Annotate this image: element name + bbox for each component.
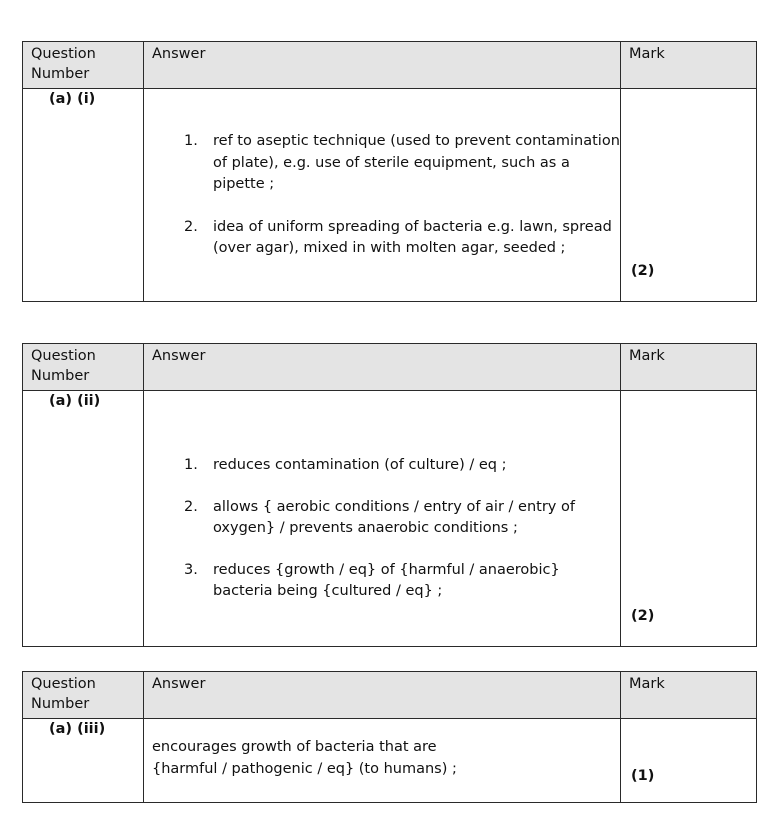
table-header-row (23, 344, 757, 391)
answer-header: Answer (144, 672, 621, 719)
question-number-header: Question Number (23, 42, 144, 89)
answer-header: Answer (144, 42, 621, 89)
question-number-header: Question Number (23, 344, 144, 391)
mark-cell (621, 89, 757, 302)
point-text: reduces contamination (of culture) / eq ; (213, 457, 507, 473)
mark-scheme-table-a-iii (22, 671, 757, 803)
answer-row (23, 89, 757, 302)
table-header-row (23, 42, 757, 89)
point-number: 1. (184, 133, 198, 149)
table-header-row (23, 672, 757, 719)
answer-cell (144, 391, 621, 647)
mark-scheme-table-a-ii (22, 343, 757, 647)
answer-row (23, 391, 757, 647)
mark-value: (2) (631, 608, 655, 624)
point-text: reduces {growth / eq} of {harmful / anaerobic} bacteria being {cultured / eq} ; (213, 561, 560, 599)
answer-point (144, 497, 620, 540)
question-number: (a) (ii) (23, 391, 144, 647)
question-number: (a) (iii) (23, 719, 144, 803)
point-number: 2. (184, 218, 198, 235)
question-number: (a) (i) (23, 89, 144, 302)
mark-value: (2) (631, 263, 655, 279)
mark-cell (621, 719, 757, 803)
point-number: 1. (184, 457, 198, 473)
answer-text: encourages growth of bacteria that are {harmful / pathogenic / eq} (to humans) ; (152, 739, 457, 777)
answer-header: Answer (144, 344, 621, 391)
mark-value: (1) (631, 768, 655, 784)
answer-points (144, 131, 620, 260)
answer-cell (144, 719, 621, 803)
answer-point (144, 131, 620, 196)
point-number: 3. (184, 561, 198, 578)
answer-points (144, 455, 620, 603)
mark-header: Mark (621, 672, 757, 719)
answer-point (144, 217, 620, 260)
mark-cell (621, 391, 757, 647)
point-text: idea of uniform spreading of bacteria e.g. lawn, spread (over agar), mixed in with molten agar, seeded ; (213, 218, 612, 256)
mark-header: Mark (621, 42, 757, 89)
mark-header: Mark (621, 344, 757, 391)
point-number: 2. (184, 498, 198, 515)
answer-point (144, 560, 620, 603)
answer-cell (144, 89, 621, 302)
point-text: ref to aseptic technique (used to prevent contamination of plate), e.g. use of sterile equipment, such as a pipette ; (213, 133, 620, 192)
answer-point (144, 455, 620, 477)
question-number-header: Question Number (23, 672, 144, 719)
answer-row (23, 719, 757, 803)
point-text: allows { aerobic conditions / entry of air / entry of oxygen} / prevents anaerobic conditions ; (213, 498, 575, 536)
mark-scheme-table-a-i (22, 41, 757, 302)
